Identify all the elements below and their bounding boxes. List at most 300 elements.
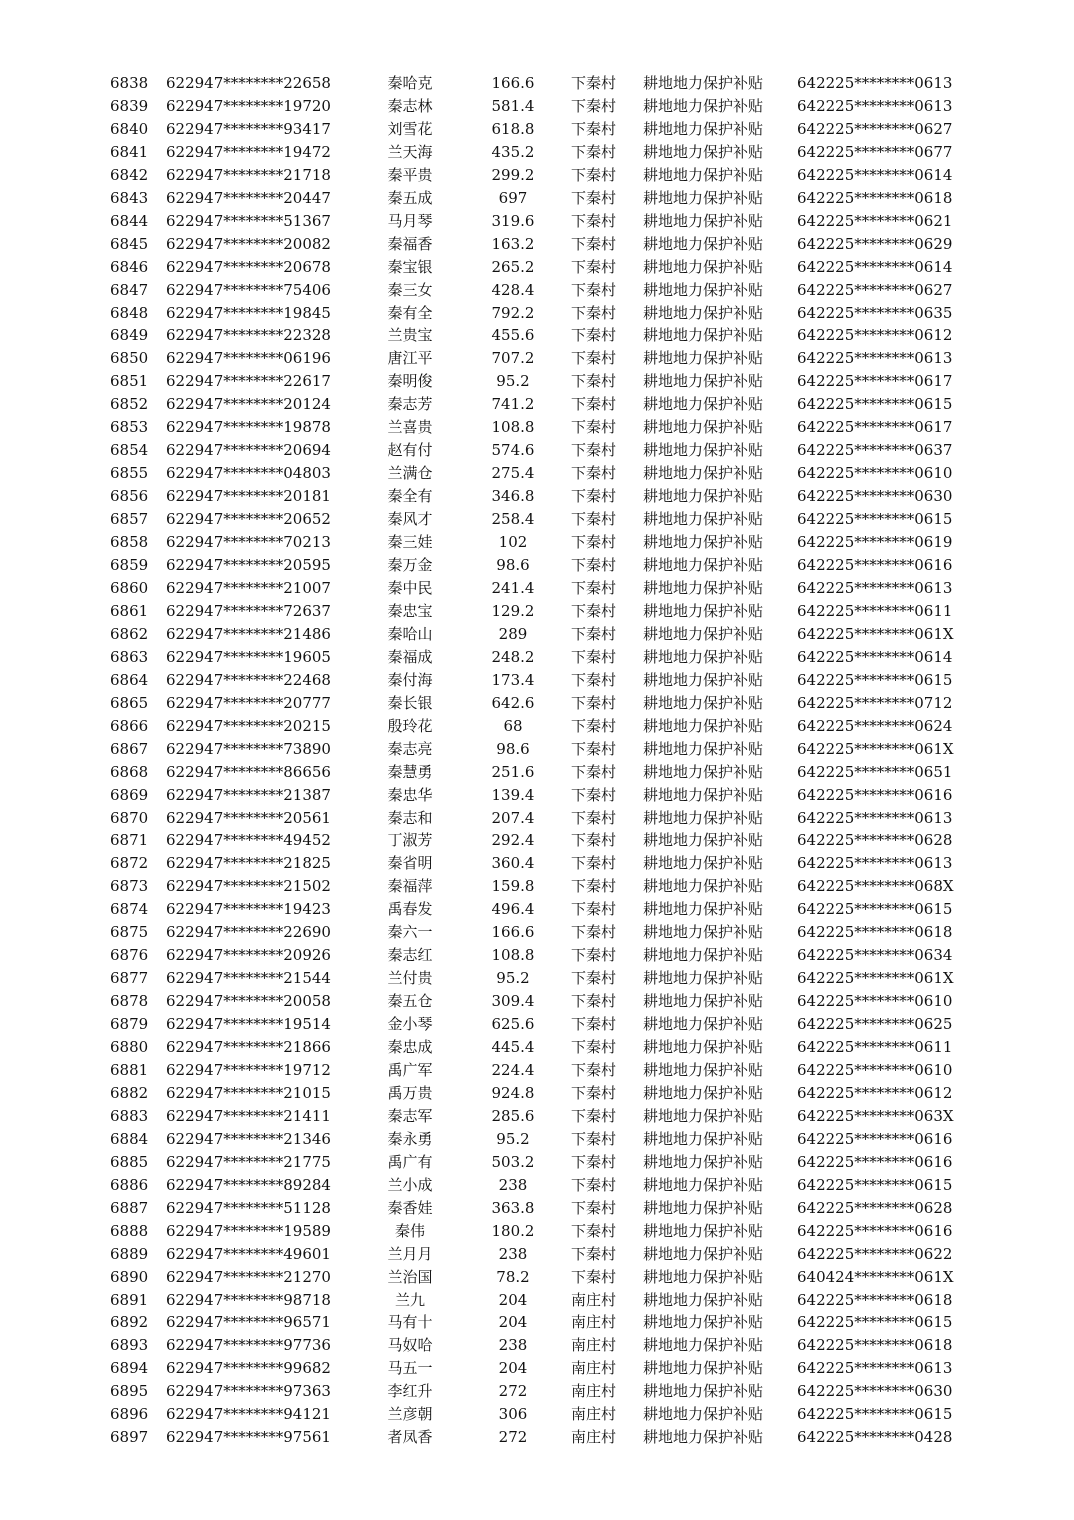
bank-card-number: 622947********21387 — [166, 785, 331, 804]
id-card-number: 642225********0627 — [797, 119, 953, 138]
recipient-name: 兰贵宝 — [387, 326, 433, 345]
subsidy-amount: 618.8 — [491, 119, 535, 138]
table-row — [0, 347, 1074, 370]
recipient-name: 秦伟 — [394, 1221, 425, 1240]
village-name: 南庄村 — [571, 1359, 617, 1378]
village-name: 下秦村 — [571, 211, 617, 230]
table-row — [0, 898, 1074, 921]
village-name: 下秦村 — [571, 1106, 617, 1125]
village-name: 下秦村 — [571, 831, 617, 850]
table-row — [0, 1289, 1074, 1312]
row-index: 6864 — [110, 670, 149, 689]
subsidy-amount: 180.2 — [491, 1221, 535, 1240]
id-card-number: 642225********0615 — [797, 670, 953, 689]
table-row — [0, 279, 1074, 302]
subsidy-amount: 707.2 — [491, 349, 535, 368]
table-row — [0, 233, 1074, 256]
row-index: 6884 — [110, 1129, 149, 1148]
bank-card-number: 622947********22658 — [166, 74, 331, 92]
recipient-name: 马有十 — [387, 1313, 433, 1332]
subsidy-type: 耕地地力保护补贴 — [643, 670, 764, 689]
village-name: 下秦村 — [571, 119, 617, 138]
recipient-name: 兰天海 — [387, 142, 433, 161]
village-name: 下秦村 — [571, 601, 617, 620]
subsidy-type: 耕地地力保护补贴 — [643, 1129, 764, 1148]
table-row — [0, 1403, 1074, 1426]
table-row — [0, 1013, 1074, 1036]
recipient-name: 秦三女 — [387, 280, 433, 299]
bank-card-number: 622947********20595 — [166, 556, 331, 575]
subsidy-amount: 346.8 — [491, 487, 535, 506]
row-index: 6873 — [110, 877, 149, 896]
id-card-number: 642225********0616 — [797, 785, 953, 804]
recipient-name: 秦付海 — [387, 670, 433, 689]
bank-card-number: 622947********22617 — [166, 372, 331, 391]
subsidy-type: 耕地地力保护补贴 — [643, 257, 764, 276]
recipient-name: 殷玲花 — [387, 716, 433, 735]
recipient-name: 秦有全 — [387, 303, 433, 322]
row-index: 6888 — [110, 1221, 149, 1240]
id-card-number: 642225********0628 — [797, 1198, 953, 1217]
table-row — [0, 738, 1074, 761]
row-index: 6846 — [110, 257, 149, 276]
subsidy-type: 耕地地力保护补贴 — [643, 578, 764, 597]
row-index: 6862 — [110, 624, 149, 643]
table-row — [0, 875, 1074, 898]
row-index: 6841 — [110, 142, 149, 161]
subsidy-amount: 238 — [498, 1244, 528, 1263]
recipient-name: 秦哈克 — [387, 74, 433, 92]
subsidy-type: 耕地地力保护补贴 — [643, 464, 764, 483]
village-name: 下秦村 — [571, 464, 617, 483]
village-name: 下秦村 — [571, 624, 617, 643]
village-name: 下秦村 — [571, 578, 617, 597]
subsidy-type: 耕地地力保护补贴 — [643, 487, 764, 506]
bank-card-number: 622947********51128 — [166, 1198, 331, 1217]
subsidy-amount: 275.4 — [491, 464, 535, 483]
subsidy-type: 耕地地力保护补贴 — [643, 762, 764, 781]
id-card-number: 642225********0615 — [797, 395, 953, 414]
table-row — [0, 439, 1074, 462]
subsidy-type: 耕地地力保护补贴 — [643, 1038, 764, 1057]
recipient-name: 马五一 — [387, 1359, 433, 1378]
subsidy-type: 耕地地力保护补贴 — [643, 142, 764, 161]
bank-card-number: 622947********22328 — [166, 326, 331, 345]
village-name: 南庄村 — [571, 1290, 617, 1309]
table-row — [0, 1243, 1074, 1266]
table-row — [0, 669, 1074, 692]
row-index: 6849 — [110, 326, 149, 345]
subsidy-amount: 299.2 — [491, 165, 535, 184]
recipient-name: 秦省明 — [387, 854, 433, 873]
table-row — [0, 1220, 1074, 1243]
recipient-name: 唐江平 — [387, 349, 433, 368]
subsidy-type: 耕地地力保护补贴 — [643, 1198, 764, 1217]
subsidy-type: 耕地地力保护补贴 — [643, 1221, 764, 1240]
bank-card-number: 622947********20777 — [166, 693, 331, 712]
recipient-name: 秦宝银 — [387, 257, 433, 276]
subsidy-amount: 129.2 — [491, 601, 535, 620]
recipient-name: 秦忠宝 — [387, 601, 433, 620]
village-name: 下秦村 — [571, 188, 617, 207]
row-index: 6859 — [110, 556, 149, 575]
subsidy-amount: 455.6 — [491, 326, 535, 345]
recipient-name: 秦慧勇 — [387, 762, 433, 781]
subsidy-amount: 625.6 — [491, 1015, 535, 1034]
recipient-name: 秦明俊 — [387, 372, 433, 391]
subsidy-type: 耕地地力保护补贴 — [643, 647, 764, 666]
table-row — [0, 1082, 1074, 1105]
subsidy-amount: 292.4 — [491, 831, 535, 850]
village-name: 南庄村 — [571, 1313, 617, 1332]
row-index: 6852 — [110, 395, 149, 414]
row-index: 6871 — [110, 831, 149, 850]
subsidy-type: 耕地地力保护补贴 — [643, 119, 764, 138]
subsidy-amount: 166.6 — [491, 923, 535, 942]
id-card-number: 642225********0610 — [797, 464, 953, 483]
village-name: 下秦村 — [571, 533, 617, 552]
subsidy-type: 耕地地力保护补贴 — [643, 1060, 764, 1079]
subsidy-type: 耕地地力保护补贴 — [643, 74, 764, 92]
village-name: 下秦村 — [571, 326, 617, 345]
village-name: 下秦村 — [571, 693, 617, 712]
row-index: 6850 — [110, 349, 149, 368]
bank-card-number: 622947********73890 — [166, 739, 331, 758]
recipient-name: 兰治国 — [387, 1267, 433, 1286]
bank-card-number: 622947********20215 — [166, 716, 331, 735]
bank-card-number: 622947********19423 — [166, 900, 331, 919]
subsidy-amount: 445.4 — [491, 1038, 535, 1057]
subsidy-amount: 792.2 — [491, 303, 535, 322]
table-row — [0, 531, 1074, 554]
row-index: 6861 — [110, 601, 149, 620]
bank-card-number: 622947********86656 — [166, 762, 331, 781]
row-index: 6863 — [110, 647, 149, 666]
subsidy-amount: 265.2 — [491, 257, 535, 276]
subsidy-type: 耕地地力保护补贴 — [643, 188, 764, 207]
id-card-number: 642225********0712 — [797, 693, 953, 712]
row-index: 6858 — [110, 533, 149, 552]
subsidy-amount: 581.4 — [491, 96, 535, 115]
bank-card-number: 622947********20181 — [166, 487, 331, 506]
bank-card-number: 622947********21544 — [166, 969, 331, 988]
row-index: 6893 — [110, 1336, 149, 1355]
row-index: 6875 — [110, 923, 149, 942]
subsidy-type: 耕地地力保护补贴 — [643, 831, 764, 850]
id-card-number: 642225********0428 — [797, 1428, 953, 1447]
recipient-name: 禹广军 — [387, 1060, 433, 1079]
bank-card-number: 622947********20082 — [166, 234, 331, 253]
subsidy-type: 耕地地力保护补贴 — [643, 556, 764, 575]
id-card-number: 642225********0618 — [797, 188, 953, 207]
id-card-number: 642225********0637 — [797, 441, 953, 460]
row-index: 6870 — [110, 808, 149, 827]
id-card-number: 642225********0635 — [797, 303, 953, 322]
subsidy-amount: 435.2 — [491, 142, 535, 161]
table-row — [0, 577, 1074, 600]
village-name: 下秦村 — [571, 418, 617, 437]
table-row — [0, 715, 1074, 738]
village-name: 下秦村 — [571, 716, 617, 735]
subsidy-amount: 108.8 — [491, 418, 535, 437]
row-index: 6891 — [110, 1290, 149, 1309]
subsidy-amount: 95.2 — [496, 1129, 530, 1148]
subsidy-amount: 741.2 — [491, 395, 535, 414]
village-name: 下秦村 — [571, 96, 617, 115]
bank-card-number: 622947********98718 — [166, 1290, 331, 1309]
village-name: 下秦村 — [571, 762, 617, 781]
bank-card-number: 622947********93417 — [166, 119, 331, 138]
row-index: 6860 — [110, 578, 149, 597]
row-index: 6853 — [110, 418, 149, 437]
row-index: 6880 — [110, 1038, 149, 1057]
row-index: 6878 — [110, 992, 149, 1011]
bank-card-number: 622947********20652 — [166, 510, 331, 529]
village-name: 下秦村 — [571, 877, 617, 896]
id-card-number: 642225********0613 — [797, 74, 953, 92]
table-row — [0, 1128, 1074, 1151]
table-row — [0, 95, 1074, 118]
row-index: 6847 — [110, 280, 149, 299]
bank-card-number: 622947********99682 — [166, 1359, 331, 1378]
table-row — [0, 1151, 1074, 1174]
bank-card-number: 622947********19472 — [166, 142, 331, 161]
table-row — [0, 829, 1074, 852]
recipient-name: 马奴哈 — [387, 1336, 433, 1355]
recipient-name: 丁淑芳 — [387, 831, 433, 850]
village-name: 下秦村 — [571, 1152, 617, 1171]
bank-card-number: 622947********20058 — [166, 992, 331, 1011]
subsidy-type: 耕地地力保护补贴 — [643, 624, 764, 643]
village-name: 下秦村 — [571, 1129, 617, 1148]
table-row — [0, 554, 1074, 577]
recipient-name: 秦长银 — [387, 693, 433, 712]
id-card-number: 642225********0615 — [797, 1405, 953, 1424]
village-name: 下秦村 — [571, 165, 617, 184]
recipient-name: 秦香娃 — [387, 1198, 433, 1217]
recipient-name: 秦志芳 — [387, 395, 433, 414]
table-row — [0, 761, 1074, 784]
subsidy-amount: 272 — [498, 1428, 528, 1447]
recipient-name: 秦中民 — [387, 578, 433, 597]
subsidy-type: 耕地地力保护补贴 — [643, 693, 764, 712]
bank-card-number: 622947********97561 — [166, 1428, 331, 1447]
subsidy-amount: 241.4 — [491, 578, 535, 597]
row-index: 6881 — [110, 1060, 149, 1079]
subsidy-type: 耕地地力保护补贴 — [643, 1359, 764, 1378]
id-card-number: 642225********0619 — [797, 533, 953, 552]
table-row — [0, 807, 1074, 830]
id-card-number: 642225********0616 — [797, 1129, 953, 1148]
recipient-name: 者凤香 — [387, 1428, 433, 1447]
recipient-name: 秦哈山 — [387, 624, 433, 643]
subsidy-amount: 173.4 — [491, 670, 535, 689]
recipient-name: 秦福香 — [387, 234, 433, 253]
row-index: 6886 — [110, 1175, 149, 1194]
row-index: 6890 — [110, 1267, 149, 1286]
row-index: 6851 — [110, 372, 149, 391]
table-row — [0, 692, 1074, 715]
bank-card-number: 622947********21486 — [166, 624, 331, 643]
subsidy-amount: 166.6 — [491, 74, 535, 92]
row-index: 6854 — [110, 441, 149, 460]
bank-card-number: 622947********22468 — [166, 670, 331, 689]
subsidy-type: 耕地地力保护补贴 — [643, 923, 764, 942]
subsidy-type: 耕地地力保护补贴 — [643, 395, 764, 414]
subsidy-type: 耕地地力保护补贴 — [643, 441, 764, 460]
subsidy-amount: 98.6 — [496, 739, 530, 758]
table-row — [0, 623, 1074, 646]
subsidy-amount: 496.4 — [491, 900, 535, 919]
bank-card-number: 622947********97363 — [166, 1382, 331, 1401]
id-card-number: 642225********0614 — [797, 257, 953, 276]
id-card-number: 642225********0622 — [797, 1244, 953, 1263]
village-name: 下秦村 — [571, 395, 617, 414]
bank-card-number: 622947********20561 — [166, 808, 331, 827]
table-row — [0, 1380, 1074, 1403]
table-row — [0, 1426, 1074, 1449]
village-name: 下秦村 — [571, 510, 617, 529]
id-card-number: 642225********0630 — [797, 1382, 953, 1401]
subsidy-amount: 360.4 — [491, 854, 535, 873]
row-index: 6879 — [110, 1015, 149, 1034]
recipient-name: 秦志亮 — [387, 739, 433, 758]
village-name: 下秦村 — [571, 74, 617, 92]
subsidy-amount: 95.2 — [496, 372, 530, 391]
id-card-number: 642225********0613 — [797, 578, 953, 597]
village-name: 下秦村 — [571, 785, 617, 804]
subsidy-amount: 204 — [498, 1359, 528, 1378]
row-index: 6895 — [110, 1382, 149, 1401]
id-card-number: 642225********0610 — [797, 992, 953, 1011]
bank-card-number: 622947********21007 — [166, 578, 331, 597]
subsidy-type: 耕地地力保护补贴 — [643, 1015, 764, 1034]
id-card-number: 642225********0629 — [797, 234, 953, 253]
bank-card-number: 622947********21718 — [166, 165, 331, 184]
subsidy-type: 耕地地力保护补贴 — [643, 303, 764, 322]
id-card-number: 642225********0610 — [797, 1060, 953, 1079]
table-row — [0, 1174, 1074, 1197]
village-name: 下秦村 — [571, 280, 617, 299]
subsidy-table — [0, 72, 1074, 1449]
recipient-name: 金小琴 — [387, 1015, 433, 1034]
subsidy-type: 耕地地力保护补贴 — [643, 418, 764, 437]
subsidy-type: 耕地地力保护补贴 — [643, 1267, 764, 1286]
table-row — [0, 944, 1074, 967]
subsidy-amount: 306 — [498, 1405, 528, 1424]
id-card-number: 642225********0628 — [797, 831, 953, 850]
subsidy-amount: 924.8 — [491, 1083, 535, 1102]
row-index: 6882 — [110, 1083, 149, 1102]
subsidy-type: 耕地地力保护补贴 — [643, 1106, 764, 1125]
bank-card-number: 622947********94121 — [166, 1405, 331, 1424]
recipient-name: 兰彦朝 — [387, 1405, 433, 1424]
bank-card-number: 622947********75406 — [166, 280, 331, 299]
subsidy-amount: 68 — [503, 716, 523, 735]
bank-card-number: 622947********20926 — [166, 946, 331, 965]
subsidy-type: 耕地地力保护补贴 — [643, 1083, 764, 1102]
recipient-name: 秦全有 — [387, 487, 433, 506]
table-row — [0, 393, 1074, 416]
bank-card-number: 622947********21775 — [166, 1152, 331, 1171]
table-row — [0, 370, 1074, 393]
table-row — [0, 164, 1074, 187]
row-index: 6896 — [110, 1405, 149, 1424]
subsidy-type: 耕地地力保护补贴 — [643, 349, 764, 368]
table-row — [0, 784, 1074, 807]
recipient-name: 兰满仓 — [387, 464, 433, 483]
id-card-number: 642225********0677 — [797, 142, 953, 161]
subsidy-amount: 98.6 — [496, 556, 530, 575]
id-card-number: 642225********0613 — [797, 96, 953, 115]
table-row — [0, 1266, 1074, 1289]
subsidy-amount: 238 — [498, 1175, 528, 1194]
id-card-number: 642225********0615 — [797, 900, 953, 919]
subsidy-type: 耕地地力保护补贴 — [643, 1405, 764, 1424]
table-row — [0, 1311, 1074, 1334]
subsidy-amount: 272 — [498, 1382, 528, 1401]
bank-card-number: 622947********89284 — [166, 1175, 331, 1194]
id-card-number: 642225********0618 — [797, 1290, 953, 1309]
subsidy-type: 耕地地力保护补贴 — [643, 234, 764, 253]
id-card-number: 642225********0617 — [797, 372, 953, 391]
bank-card-number: 622947********51367 — [166, 211, 331, 230]
table-row — [0, 462, 1074, 485]
subsidy-type: 耕地地力保护补贴 — [643, 1175, 764, 1194]
village-name: 下秦村 — [571, 739, 617, 758]
id-card-number: 642225********0621 — [797, 211, 953, 230]
row-index: 6885 — [110, 1152, 149, 1171]
bank-card-number: 622947********20678 — [166, 257, 331, 276]
id-card-number: 642225********0612 — [797, 326, 953, 345]
subsidy-type: 耕地地力保护补贴 — [643, 326, 764, 345]
subsidy-type: 耕地地力保护补贴 — [643, 165, 764, 184]
id-card-number: 642225********063X — [797, 1106, 954, 1125]
bank-card-number: 622947********72637 — [166, 601, 331, 620]
subsidy-type: 耕地地力保护补贴 — [643, 992, 764, 1011]
recipient-name: 秦平贵 — [387, 165, 433, 184]
id-card-number: 642225********0617 — [797, 418, 953, 437]
village-name: 下秦村 — [571, 1244, 617, 1263]
table-row — [0, 646, 1074, 669]
bank-card-number: 622947********19878 — [166, 418, 331, 437]
row-index: 6865 — [110, 693, 149, 712]
subsidy-amount: 108.8 — [491, 946, 535, 965]
subsidy-type: 耕地地力保护补贴 — [643, 900, 764, 919]
subsidy-type: 耕地地力保护补贴 — [643, 785, 764, 804]
village-name: 下秦村 — [571, 1060, 617, 1079]
village-name: 下秦村 — [571, 234, 617, 253]
id-card-number: 642225********0627 — [797, 280, 953, 299]
village-name: 下秦村 — [571, 670, 617, 689]
subsidy-amount: 224.4 — [491, 1060, 535, 1079]
bank-card-number: 622947********22690 — [166, 923, 331, 942]
village-name: 下秦村 — [571, 1221, 617, 1240]
bank-card-number: 622947********06196 — [166, 349, 331, 368]
subsidy-amount: 428.4 — [491, 280, 535, 299]
id-card-number: 642225********0616 — [797, 556, 953, 575]
recipient-name: 兰小成 — [387, 1175, 433, 1194]
row-index: 6843 — [110, 188, 149, 207]
recipient-name: 赵有付 — [387, 441, 433, 460]
bank-card-number: 622947********49452 — [166, 831, 331, 850]
recipient-name: 兰付贵 — [387, 969, 433, 988]
village-name: 下秦村 — [571, 441, 617, 460]
recipient-name: 秦志红 — [387, 946, 433, 965]
village-name: 下秦村 — [571, 1083, 617, 1102]
bank-card-number: 622947********21866 — [166, 1038, 331, 1057]
bank-card-number: 622947********49601 — [166, 1244, 331, 1263]
